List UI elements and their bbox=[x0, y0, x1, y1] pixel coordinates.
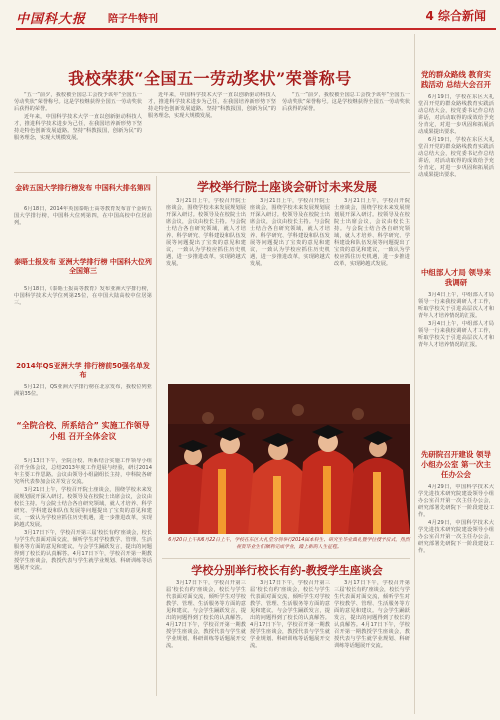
right-story1-text-cont: 6月19日，学校在东区大礼堂召开党的群众路线教育实践活动总结大会，校党委书记作总结讲话，对活动取得的成效给予充分肯定，对进一步巩固和拓展活动成果提出要求。 bbox=[418, 137, 494, 178]
story2-body bbox=[14, 286, 152, 356]
right-story2-text-cont: 3月4日上午，中组部人才局领导一行来我校调研人才工作，听取学校关于引进高层次人才和青年人才培养情况的汇报。 bbox=[418, 321, 494, 348]
story3-body bbox=[14, 384, 152, 418]
right-story1-headline: 党的群众路线 教育实践活动 总结大会召开 bbox=[420, 70, 492, 89]
graduation-photo-art bbox=[168, 384, 410, 534]
story-b-col1 bbox=[166, 580, 246, 710]
story-a-text-3: 3月21日上午，学校召开院士座谈会，围绕学校未来发展规划展开深入研讨。校领导及在校院士出席会议，会议由校长主持。与会院士结合各自研究领域，就人才培养、科学研究、学科建设和队伍发展等问题提出了宝贵的意见和建议，一致认为学校应抓住历史机遇，进一步推进改革，实现跨越式发展。 bbox=[334, 198, 410, 267]
story4-headline: “全院合校、所系结合” 实施工作领导小组 召开全体会议 bbox=[16, 421, 150, 441]
story-a-text: 3月21日上午，学校召开院士座谈会，围绕学校未来发展规划展开深入研讨。校领导及在校院士出席会议，会议由校长主持。与会院士结合各自研究领域，就人才培养、科学研究、学科建设和队伍发展等问题提出了宝贵的意见和建议，一致认为学校应抓住历史机遇，进一步推进改革，实现跨越式发展。 bbox=[166, 198, 246, 267]
story-a-col3 bbox=[334, 198, 410, 380]
right-story3-text: 4月29日，中国科学技术大学先进技术研究院建设领导小组办公室召开第一次主任办公会，研究部署先研院下一阶段建设工作。 bbox=[418, 484, 494, 518]
story-b-col2 bbox=[250, 580, 330, 710]
story3-text: 5月12日，QS亚洲大学排行榜在北京发布，我校位列亚洲第35位。 bbox=[14, 384, 152, 397]
story4-text: 5月13日下午，全院合校、所系结合实施工作领导小组召开全体会议，总结2013年度工作进展与经验，研讨2014年主要工作思路。会议由领导小组副组长主持，中科院各研究所代表参加会议并发言交流。 bbox=[14, 458, 152, 485]
story-b-title: 学校分别举行校长有约-教授学生座谈会 bbox=[191, 564, 383, 577]
story-b-text-2: 3月17日下午，学校召开第三届‘校长有约’座谈会，校长与学生代表面对面交流，倾听学生对学校教学、管理、生活服务等方面的意见和建议。与会学生踊跃发言，提出的问题得到了校长的认真解答。4月17日下午，学校召开第一期教授学生座谈会，教授代表与学生就学业规划、科研训练等话题展开交流。 bbox=[250, 580, 330, 649]
column-divider-right bbox=[414, 34, 415, 714]
story1-headline: 金砖五国大学排行榜发布 中国科大排名第四 bbox=[15, 184, 151, 192]
lead-paragraph-1: “五一”前夕，我校被全国总工会授予该年“全国五一劳动奖状”荣誉称号。这是学校继获得全国五一劳动奖状后获得的荣誉。 bbox=[14, 92, 142, 112]
lead-column-1 bbox=[14, 92, 142, 162]
story4-text-cont: 3月21日上午，学校召开院士座谈会，围绕学校未来发展规划展开深入研讨。校领导及在校院士出席会议，会议由校长主持。与会院士结合各自研究领域，就人才培养、科学研究、学科建设和队伍发展等问题提出了宝贵的意见和建议，一致认为学校应抓住历史机遇，进一步推进改革，实现跨越式发展。 bbox=[14, 487, 152, 528]
story-a-col2 bbox=[250, 198, 330, 380]
graduation-photo bbox=[168, 384, 410, 534]
story-b-text: 3月17日下午，学校召开第三届‘校长有约’座谈会，校长与学生代表面对面交流，倾听学生对学校教学、管理、生活服务等方面的意见和建议。与会学生踊跃发言，提出的问题得到了校长的认真解答。4月17日下午，学校召开第一期教授学生座谈会，教授代表与学生就学业规划、科研训练等话题展开交流。 bbox=[166, 580, 246, 649]
right-story2-body bbox=[418, 292, 494, 444]
right-story1-text: 6月19日，学校在东区大礼堂召开党的群众路线教育实践活动总结大会，校党委书记作总结讲话，对活动取得的成效给予充分肯定，对进一步巩固和拓展活动成果提出要求。 bbox=[418, 94, 494, 135]
story-a-col1 bbox=[166, 198, 246, 380]
masthead-rule bbox=[16, 28, 496, 30]
story-a-text-2: 3月21日上午，学校召开院士座谈会，围绕学校未来发展规划展开深入研讨。校领导及在校院士出席会议，会议由校长主持。与会院士结合各自研究领域，就人才培养、科学研究、学科建设和队伍发展等问题提出了宝贵的意见和建议，一致认为学校应抓住历史机遇，进一步推进改革，实现跨越式发展。 bbox=[250, 198, 330, 267]
story-b-col3 bbox=[334, 580, 410, 710]
page-section-label: 4 综合新闻 bbox=[425, 9, 486, 23]
column-divider bbox=[156, 176, 157, 696]
main-headline: 我校荣获“全国五一劳动奖状”荣誉称号 bbox=[68, 69, 352, 88]
story2-text: 5月18日，《泰晤士报高等教育》发布亚洲大学排行榜，中国科学技术大学位列第25位，在中国大陆高校中位居第三。 bbox=[14, 286, 152, 306]
story2-headline: 泰晤士报发布 亚洲大学排行榜 中国科大位列全国第三 bbox=[14, 258, 152, 275]
story4-body bbox=[14, 458, 152, 708]
lead-paragraph-2: 近年来，中国科学技术大学一直以创新驱动科技人才，推进科学技术进步为己任，在我国培养新形势下坚持走特色创新发展道路。坚持“科教报国，创新为民”的服务理念，实现大规模发展。 bbox=[14, 114, 142, 141]
right-column bbox=[418, 34, 494, 716]
story1-body bbox=[14, 206, 152, 250]
right-story3-text-cont: 4月29日，中国科学技术大学先进技术研究院建设领导小组办公室召开第一次主任办公会，研究部署先研院下一阶段建设工作。 bbox=[418, 520, 494, 554]
right-story3-body bbox=[418, 484, 494, 684]
lead-column-2 bbox=[148, 92, 276, 162]
issue-label: 陪子牛特刊 bbox=[108, 14, 158, 25]
right-story3-headline: 先研院召开建设 领导小组办公室 第一次主任办公会 bbox=[420, 450, 492, 479]
newspaper-logo: 中国科大报 bbox=[16, 12, 87, 27]
story-b-text-3: 3月17日下午，学校召开第三届‘校长有约’座谈会，校长与学生代表面对面交流，倾听学生对学校教学、管理、生活服务等方面的意见和建议。与会学生踊跃发言，提出的问题得到了校长的认真解答。4月17日下午，学校召开第一期教授学生座谈会，教授代表与学生就学业规划、科研训练等话题展开交流。 bbox=[334, 580, 410, 649]
lead-paragraph-1-cont: 近年来，中国科学技术大学一直以创新驱动科技人才，推进科学技术进步为己任，在我国培养新形势下坚持走特色创新发展道路。坚持“科教报国，创新为民”的服务理念，实现大规模发展。 bbox=[148, 92, 276, 119]
lead-column-3 bbox=[282, 92, 410, 162]
story1-text: 6月18日，2014年英国泰晤士高等教育发布首个金砖五国大学排行榜，中国科大位列第四，在中国高校中位居前列。 bbox=[14, 206, 152, 226]
divider bbox=[14, 172, 410, 173]
right-story2-text: 3月4日上午，中组部人才局领导一行来我校调研人才工作，听取学校关于引进高层次人才和青年人才培养情况的汇报。 bbox=[418, 292, 494, 319]
right-story2-headline: 中组部人才局 领导来我调研 bbox=[420, 268, 492, 287]
right-story1-body bbox=[418, 94, 494, 262]
masthead bbox=[8, 2, 492, 30]
photo-caption: 6月20日上午和6月22日上午，学校在东区大礼堂分别举行2014届本科生、研究生毕业典礼暨学位授予仪式，热烈祝贺毕业生们顺利完成学业，踏上新的人生征程。 bbox=[168, 538, 410, 550]
lead-paragraph-2-cont: “五一”前夕，我校被全国总工会授予该年“全国五一劳动奖状”荣誉称号。这是学校继获得全国五一劳动奖状后获得的荣誉。 bbox=[282, 92, 410, 112]
divider-story-b bbox=[162, 558, 410, 559]
story4-text-cont-2: 3月17日下午，学校召开第三届‘校长有约’座谈会，校长与学生代表面对面交流，倾听学生对学校教学、管理、生活服务等方面的意见和建议。与会学生踊跃发言，提出的问题得到了校长的认真解答。4月17日下午，学校召开第一期教授学生座谈会，教授代表与学生就学业规划、科研训练等话题展开交流。 bbox=[14, 530, 152, 571]
story3-headline: 2014年QS亚洲大学 排行榜前50强名单发布 bbox=[16, 362, 150, 379]
story-a-title: 学校举行院士座谈会研讨未来发展 bbox=[196, 180, 377, 194]
